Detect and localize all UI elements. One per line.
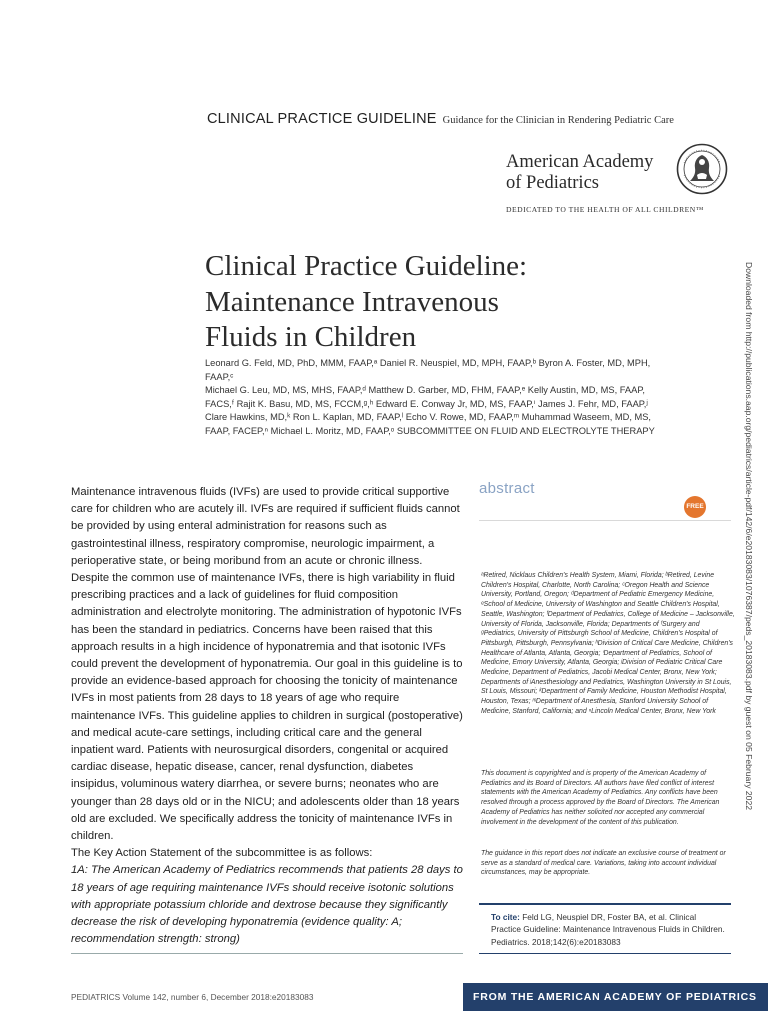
author-line: Leonard G. Feld, MD, PhD, MMM, FAAP,ᵃ Daniel R. Neuspiel, MD, MPH, FAAP,ᵇ Byron A. Foster, MD, MPH, FAAP,ᶜ [205, 358, 651, 382]
abstract-paragraph: Maintenance intravenous fluids (IVFs) are used to provide critical supportive care for children who are acutely ill. IVFs are required if sufficient fluids cannot be provided by using enteral administration for reasons such as gastrointestinal illness, respiratory compromise, neurologic impairment, a perioperative state, or being moribund from an acute or chronic illness. Despite the common use of maintenance IVFs, there is high variability in fluid prescribing practices and a lack of guidelines for fluid composition administration and electrolyte monitoring. The administration of hypotonic IVFs has been the standard in pediatrics. Concerns have been raised that this approach results in a high incidence of hyponatremia and that isotonic IVFs could prevent the development of hyponatremia. Our goal in this guideline is to provide an evidence-based approach for choosing the tonicity of maintenance IVFs in most patients from 28 days to 18 years of age who require maintenance IVFs. This guideline applies to children in surgical (postoperative) and medical acute-care settings, including critical care and the general inpatient ward. Patients with neurosurgical disorders, congenital or acquired cardiac disease, hepatic disease, cancer, renal dysfunction, diabetes insipidus, voluminous watery diarrhea, or severe burns; neonates who are younger than 28 days old or in the NICU; and adolescents older than 18 years old are excluded. We specifically address the tonicity of maintenance IVFs in children. [71, 486, 463, 843]
author-line: Clare Hawkins, MD,ᵏ Ron L. Kaplan, MD, FAAP,ˡ Echo V. Rowe, MD, FAAP,ᵐ Muhammad Waseem, MD, MS, [205, 412, 652, 423]
aap-seal-icon [676, 143, 728, 195]
author-affiliations: ᵃRetired, Nicklaus Children's Health System, Miami, Florida; ᵇRetired, Levine Children's Hospital, Charlotte, North Carolina; ᶜOregon Health and Science University, Portland, Oregon; ᵈDepartment of Pediatric Emergency Medicine, ᵉSchool of Medicine, University of Washington and Seattle Children's Hospital, Seattle, Washington; ᶠDepartment of Pediatrics, College of Medicine – Jacksonville, University of Florida, Jacksonville, Florida; Departments of ᶠSurgery and ᵍPediatrics, University of Pittsburgh School of Medicine, Children's Hospital of Pittsburgh, Pittsburgh, Pennsylvania; ʰDivision of Critical Care Medicine, Children's Healthcare of Atlanta, Atlanta, Georgia; ⁱDepartment of Pediatrics, School of Medicine, Emory University, Atlanta, Georgia; ʲDivision of Pediatric Critical Care Medicine, Department of Pediatrics, Jacobi Medical Center, Bronx, New York; Departments of ʲAnesthesiology and Pediatrics, Washington University in St Louis, St Louis, Missouri; ᵏDepartment of Family Medicine, Houston Methodist Hospital, Houston, Texas; ᵐDepartment of Anesthesia, Stanford University School of Medicine, Stanford, California; and ⁿLincoln Medical Center, Bronx, New York [481, 572, 735, 715]
citation-box [479, 903, 731, 954]
guidance-note: The guidance in this report does not indicate an exclusive course of treatment or serve as a standard of medical care. Variations, taking into account individual circumstances, may be appropriate. [481, 850, 726, 877]
series-title: CLINICAL PRACTICE GUIDELINE [207, 111, 437, 127]
series-heading [207, 111, 674, 127]
copyright-note: This document is copyrighted and is property of the American Academy of Pediatrics and its Board of Directors. All authors have filed conflict of interest statements with the American Academy of Pediatrics. Any conflicts have been resolved through a process approved by the Board of Directors. The American Academy of Pediatrics has neither solicited nor accepted any commercial involvement in the development of the content of this publication. [481, 770, 720, 826]
download-note-container [742, 262, 756, 972]
aap-name-line1: American Academy [506, 152, 654, 172]
title-line-2: Maintenance Intravenous [205, 285, 499, 318]
title-line-1: Clinical Practice Guideline: [205, 250, 528, 282]
footer-banner [463, 983, 768, 1011]
key-action-intro: The Key Action Statement of the subcommittee is as follows: [71, 847, 373, 860]
journal-footer: PEDIATRICS Volume 142, number 6, December 2018:e20183083 [71, 992, 314, 1002]
abstract-divider [479, 520, 731, 521]
title-line-3: Fluids in Children [205, 321, 417, 353]
body-divider [71, 953, 463, 954]
key-action-statement: 1A: The American Academy of Pediatrics recommends that patients 28 days to 18 years of age requiring maintenance IVFs should receive isotonic solutions with appropriate potassium chloride and dextrose because they significantly decrease the risk of developing hyponatremia (evidence quality: A; recommendation strength: strong) [71, 864, 463, 946]
citation-reference: Feld LG, Neuspiel DR, Foster BA, et al. Clinical Practice Guideline: Maintenance Intravenous Fluids in Children. Pediatrics. 2018;142(6):e20183083 [491, 912, 725, 947]
download-note: Downloaded from http://publications.aap.org/pediatrics/article-pdf/142/6/e20183083/1076387/peds_20183083.pdf by guest on 05 February 2022 [744, 262, 754, 811]
aap-tagline: DEDICATED TO THE HEALTH OF ALL CHILDREN™ [506, 205, 704, 214]
free-access-badge: FREE [684, 496, 706, 518]
series-subtitle: Guidance for the Clinician in Rendering Pediatric Care [442, 115, 674, 126]
citation-text [491, 911, 727, 948]
citation-label: To cite: [491, 912, 520, 922]
author-line: FAAP, FACEP,ⁿ Michael L. Moritz, MD, FAAP,ᵒ SUBCOMMITTEE ON FLUID AND ELECTROLYTE THERAPY [205, 425, 655, 436]
author-line: Michael G. Leu, MD, MS, MHS, FAAP,ᵈ Matthew D. Garber, MD, FHM, FAAP,ᵉ Kelly Austin, MD, MS, FAAP, [205, 385, 645, 396]
aap-name-line2: of Pediatrics [506, 173, 599, 193]
footer-banner-text: FROM THE AMERICAN ACADEMY OF PEDIATRICS [473, 991, 757, 1003]
author-list [205, 357, 675, 439]
abstract-body [71, 484, 463, 948]
article-title [205, 249, 725, 356]
abstract-label: abstract [479, 480, 535, 497]
author-line: FACS,ᶠ Rajit K. Basu, MD, MS, FCCM,ᵍ,ʰ Edward E. Conway Jr, MD, MS, FAAP,ⁱ James J. Fehr, MD, FAAP,ʲ [205, 398, 648, 409]
aap-logo-text [506, 152, 653, 194]
